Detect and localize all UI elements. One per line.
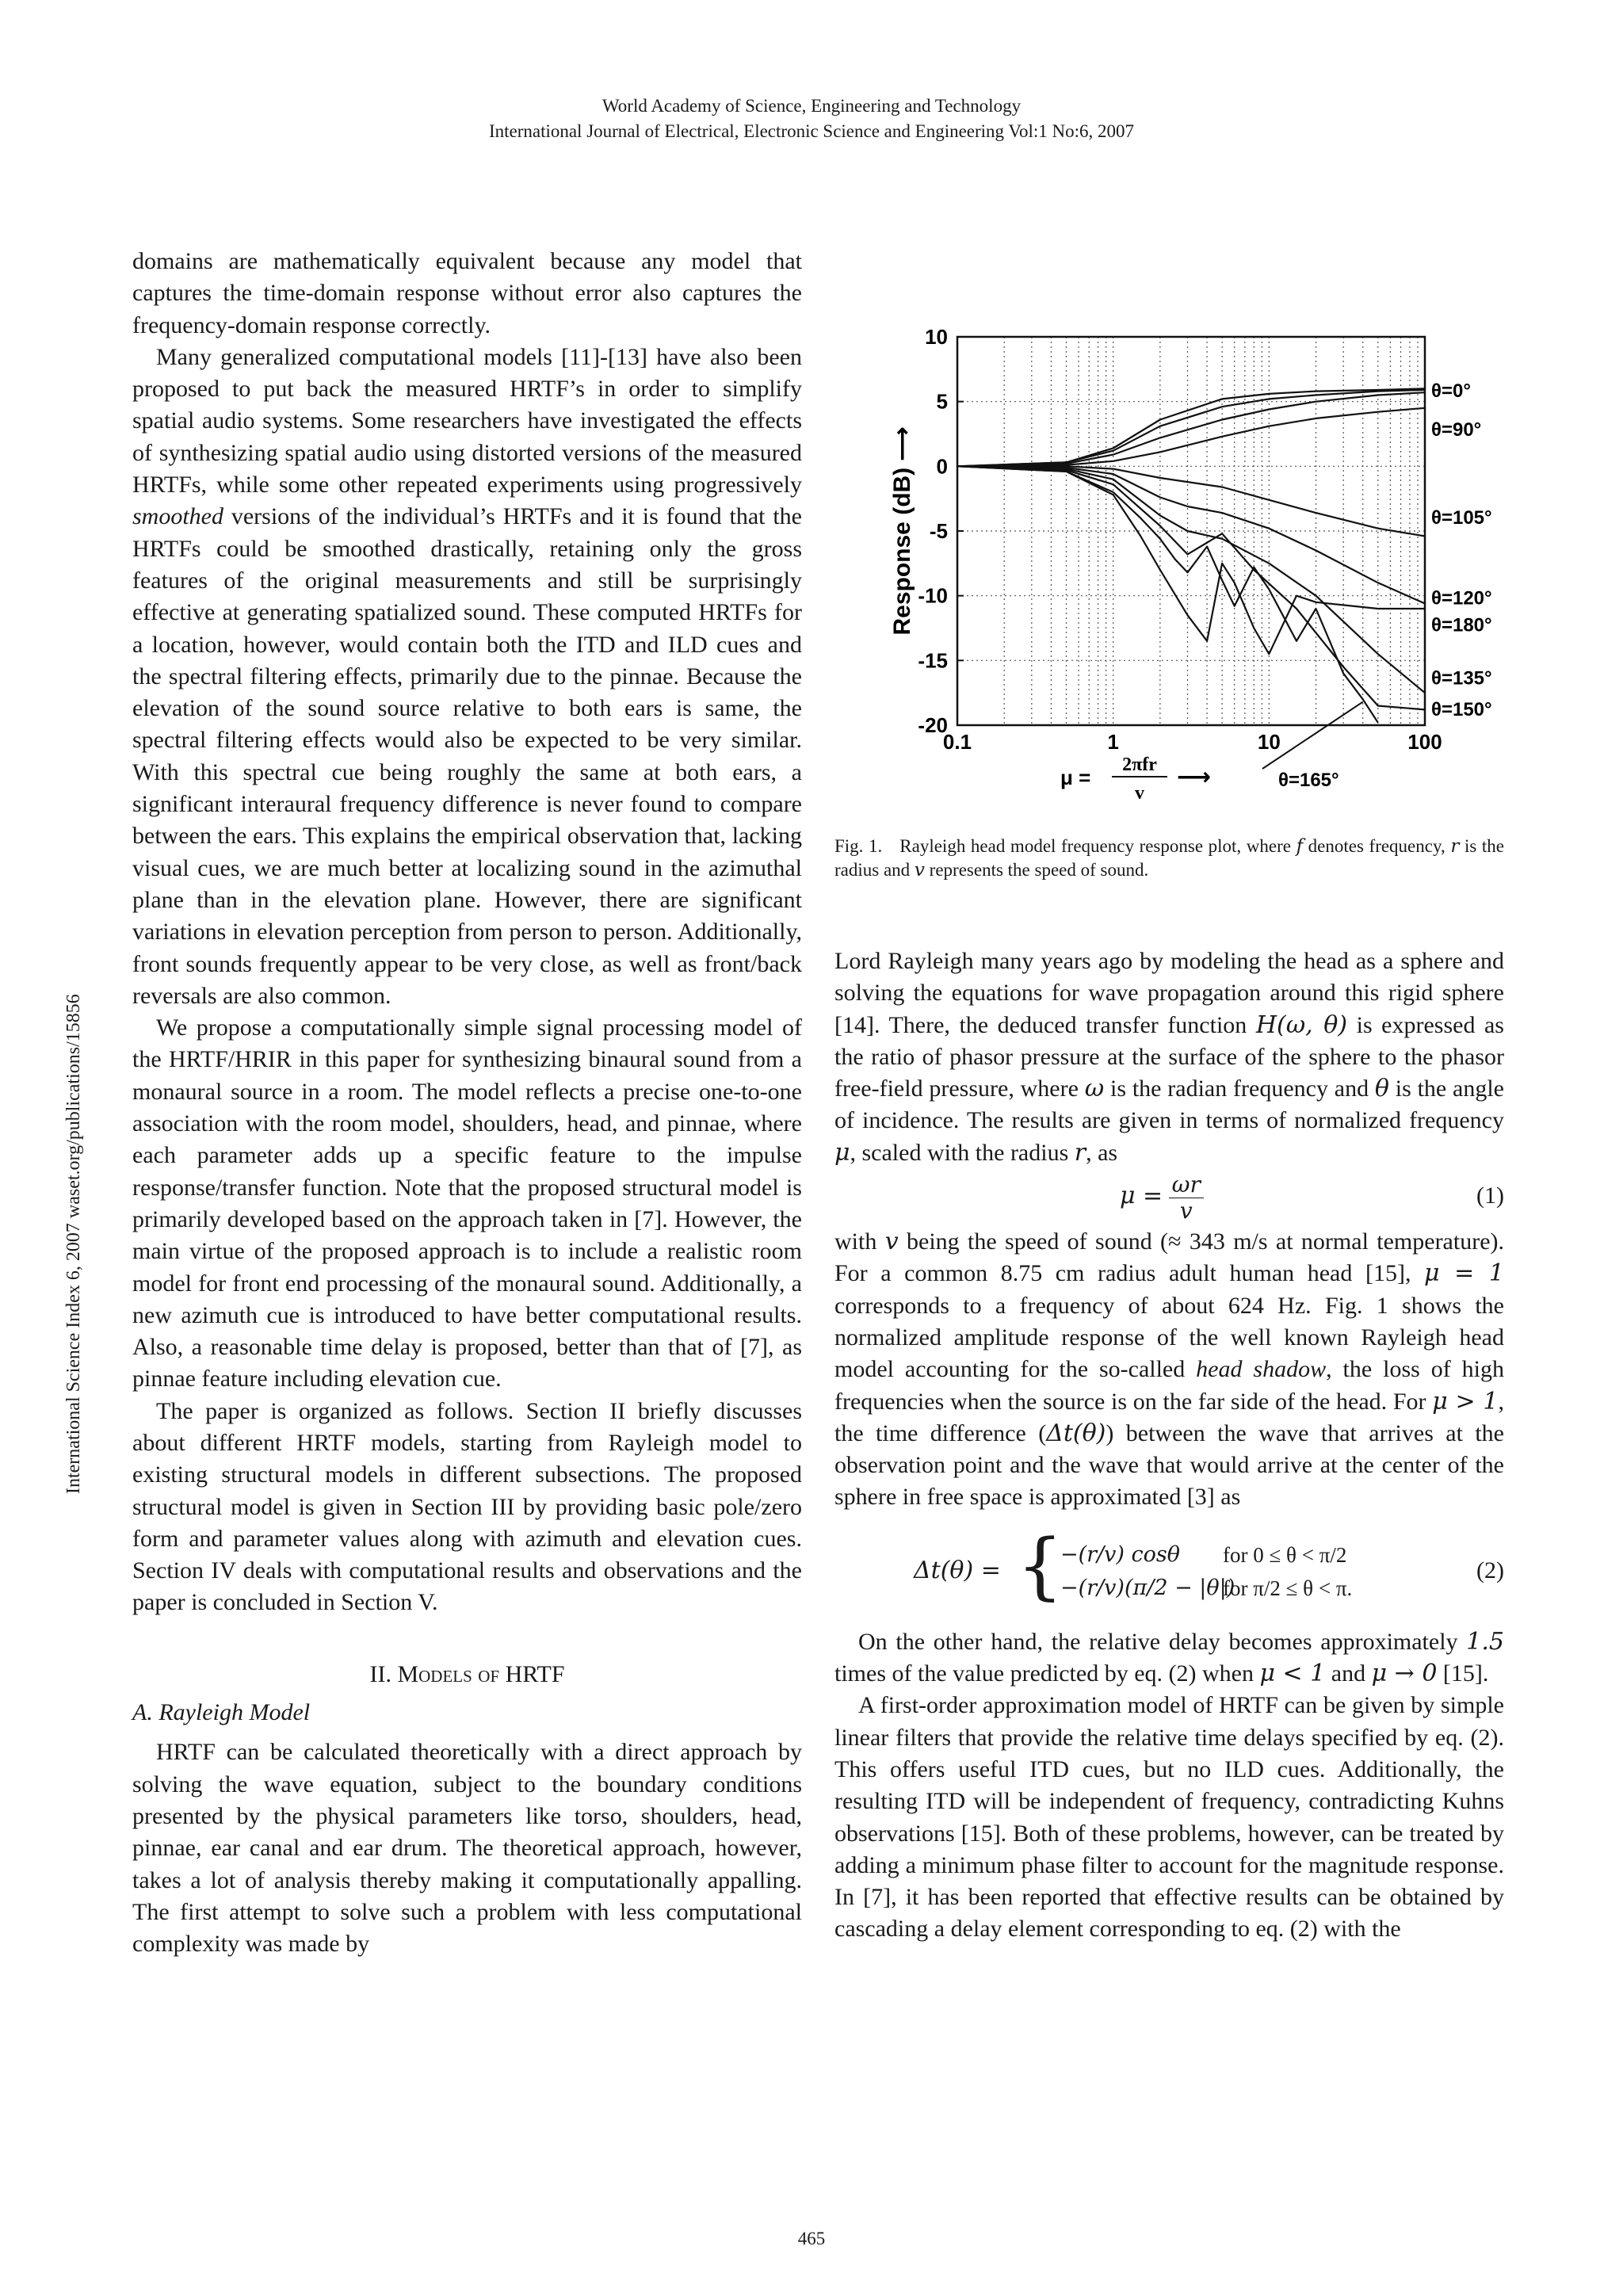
response-curve [957, 388, 1425, 466]
paragraph: On the other hand, the relative delay becomes approximately 1.5 times of the value predicted by eq. (2) when μ < 1 and μ → 0 [15]. [834, 1627, 1504, 1688]
figure-1 [834, 246, 1504, 828]
x-tick-label: 1 [1107, 730, 1119, 754]
side-watermark: International Science Index 6, 2007 waset.org/publications/15856 [63, 994, 84, 1494]
curve-label: θ=135° [1431, 667, 1492, 690]
x-tick-label: 100 [1407, 730, 1442, 754]
y-tick-label: -15 [918, 648, 948, 673]
figure-caption: Fig. 1. Rayleigh head model frequency response plot, where f denotes frequency, r is the radius and v represents the speed of sound. [834, 836, 1504, 881]
curve-label: θ=90° [1431, 418, 1482, 441]
paragraph: Lord Rayleigh many years ago by modeling the head as a sphere and solving the equations for wave propagation around this rigid sphere [14]. There, the deduced transfer function H(ω, θ) is expressed as the ratio of phasor pressure at the surface of the sphere to the phasor free-field pressure, where ω is the radian frequency and θ is the angle of incidence. The results are given in terms of normalized frequency μ, scaled with the radius r, as [834, 948, 1504, 1167]
y-tick-label: -10 [918, 583, 948, 608]
y-axis-label: Response (dB) ⟶ [889, 426, 915, 636]
x-label-arrow: ⟶ [1177, 763, 1212, 791]
page-number: 465 [797, 2229, 826, 2248]
equation-1: μ = $\frac{\omega r}{v}$ (1) [1120, 1171, 1504, 1224]
header-line-2: International Journal of Electrical, Electronic Science and Engineering Vol:1 No:6, 2007 [488, 121, 1135, 141]
section-heading: II. Models of HRTF [369, 1660, 565, 1687]
equation-2: Δt(θ) = { −(r/v) cosθ for 0 ≤ θ < π/2 −(r/v)(π/2 − |θ|) for π/2 ≤ θ < π. (2) [914, 1522, 1504, 1608]
x-tick-label: 0.1 [942, 730, 972, 754]
curve-label: θ=165° [1278, 770, 1339, 791]
response-curve [957, 466, 1425, 693]
paragraph: We propose a computationally simple signal processing model of the HRTF/HRIR in this paper for synthesizing binaural sound from a monaural source in a room. The model reflects a precise one-to-one association with the room model, shoulders, head, and pinnae, where each parameter adds up a specific feature to the impulse response/transfer function. Note that the proposed structural model is primarily developed based on the approach taken in [7]. However, the main virtue of the proposed approach is to include a realistic room model for front end processing of the monaural sound. Additionally, a new azimuth cue is introduced to have better computational results. Also, a reasonable time delay is proposed, better than that of [7], as pinnae feature including elevation cue. [132, 1014, 802, 1392]
curve-label: θ=150° [1431, 698, 1492, 720]
response-curve [957, 466, 1425, 654]
response-curve [957, 466, 1425, 536]
curve-label: θ=0° [1431, 380, 1471, 402]
equation-number: (1) [1476, 1182, 1504, 1209]
y-tick-label: 10 [925, 325, 948, 349]
equation-number: (2) [1476, 1557, 1504, 1584]
x-tick-label: 10 [1257, 730, 1281, 754]
paragraph: Many generalized computational models [11]-[13] have also been proposed to put back the measured HRTF’s in order to simplify spatial audio systems. Some researchers have investigated the effects of synthesizing spatial audio using distorted versions of the measured HRTFs, while some other repeated experiments using progressively smoothed versions of the individual’s HRTFs and it is found that the HRTFs could be smoothed drastically, retaining only the gross features of the original measurements and still be surprisingly effective at generating spatialized sound. These computed HRTFs for a location, however, would contain both the ITD and ILD cues and the spectral filtering effects, primarily due to the pinnae. Because the elevation of the sound source relative to both ears is same, the spectral filtering effects would also be expected to be very similar. With this spectral cue being roughly the same at both ears, a significant interaural frequency difference is never found to compare between the ears. This explains the empirical observation that, lacking visual cues, we are much better at localizing sound in the azimuthal plane than in the elevation plane. However, there are significant variations in elevation perception from person to person. Additionally, front sounds frequently appear to be very close, as well as front/back reversals are also common. [132, 343, 802, 1009]
subsection-heading: A. Rayleigh Model [132, 1699, 311, 1726]
paragraph: A first-order approximation model of HRTF can be given by simple linear filters that provide the relative time delays specified by eq. (2). This offers useful ITD cues, but no ILD cues. Additionally, the resulting ITD will be independent of frequency, contradicting Kuhns observations [15]. Both of these problems, however, can be treated by adding a minimum phase filter to account for the magnitude response. In [7], it has been reported that effective results can be obtained by cascading a delay element corresponding to eq. (2) with the [834, 1692, 1504, 1943]
paragraph: The paper is organized as follows. Section II briefly discusses about different HRTF models, starting from Rayleigh model to existing structural models in different subsections. The proposed structural model is given in Section III by providing basic pole/zero form and parameter values along with azimuth and elevation cues. Section IV deals with computational results and observations and the paper is concluded in Section V. [132, 1397, 802, 1616]
curve-label: θ=105° [1431, 507, 1492, 529]
y-tick-label: 0 [936, 454, 948, 479]
y-tick-label: 5 [936, 389, 948, 414]
right-column [834, 246, 1504, 1946]
left-column [132, 246, 802, 1960]
x-label-prefix: μ = [1060, 766, 1091, 789]
rayleigh-response-chart [834, 309, 1504, 828]
response-curve [957, 466, 1425, 603]
y-tick-label: -20 [918, 713, 948, 737]
x-label-numerator: 2πfr [1122, 755, 1157, 775]
y-tick-label: -5 [929, 519, 948, 543]
response-curve [957, 392, 1425, 466]
header-line-1: World Academy of Science, Engineering and Technology [601, 96, 1022, 116]
running-header [0, 94, 1623, 144]
paragraph: with v being the speed of sound (≈ 343 m/s at normal temperature). For a common 8.75 cm radius adult human head [15], μ = 1 corresponds to a frequency of about 624 Hz. Fig. 1 shows the normalized amplitude response of the well known Rayleigh head model accounting for the so-called head shadow, the loss of high frequencies when the source is on the far side of the head. For μ > 1, the time difference (Δt(θ)) between the wave that arrives at the observation point and the wave that would arrive at the center of the sphere in free space is approximated [3] as [834, 1228, 1505, 1511]
curve-label: θ=120° [1431, 587, 1492, 609]
x-label-denominator: v [1135, 783, 1144, 804]
curve-label: θ=180° [1431, 614, 1492, 636]
paragraph: HRTF can be calculated theoretically with a direct approach by solving the wave equation, subject to the boundary conditions presented by the physical parameters like torso, shoulders, head, pinnae, ear canal and ear drum. The theoretical approach, however, takes a lot of analysis thereby making it computationally appalling. The first attempt to solve such a problem with less computational complexity was made by [132, 1739, 802, 1958]
response-curve [957, 466, 1425, 709]
emphasis: smoothed [132, 503, 223, 530]
paragraph: domains are mathematically equivalent because any model that captures the time-domain response without error also captures the frequency-domain response correctly. [132, 248, 802, 338]
